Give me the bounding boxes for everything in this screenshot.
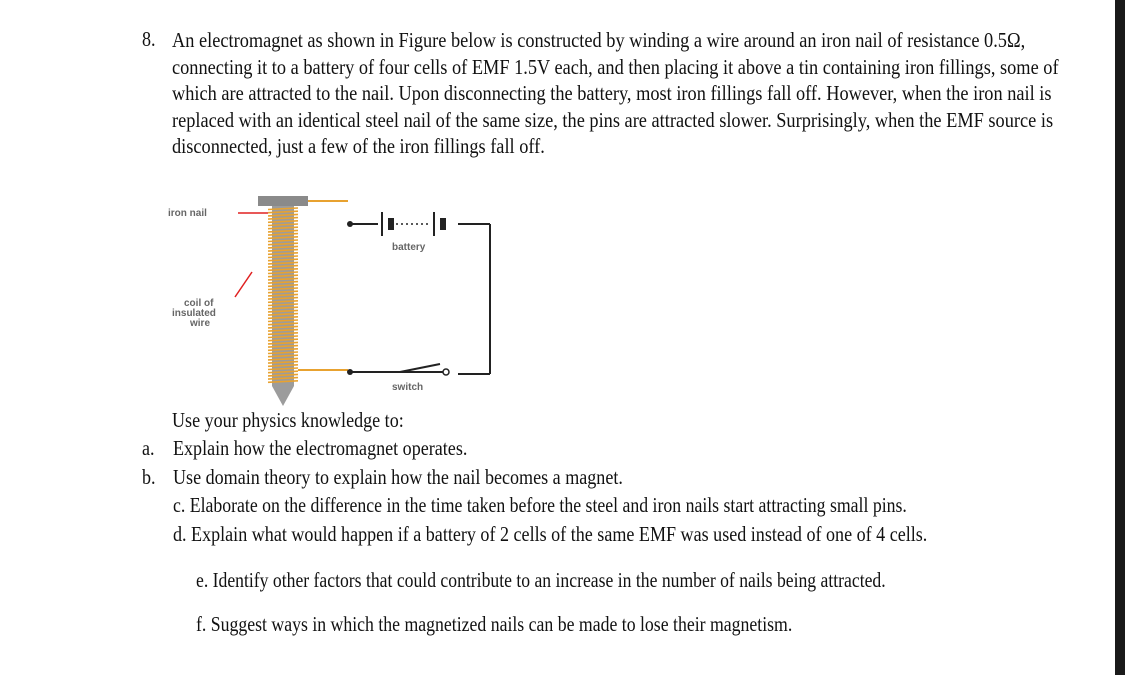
electromagnet-figure: [160, 192, 510, 407]
coil-of-wire: [268, 208, 298, 382]
switch-symbol: [347, 364, 449, 375]
part-e-text: e. Identify other factors that could contribute to an increase in the number of nails being attracted.: [196, 568, 886, 592]
part-d-text: d. Explain what would happen if a battery of 2 cells of the same EMF was used instead of one of 4 cells.: [173, 522, 928, 546]
battery-label: battery: [392, 242, 426, 253]
question-stem-text: An electromagnet as shown in Figure below is constructed by winding a wire around an iron nail of resistance 0.5Ω, connecting it to a battery of four cells of EMF 1.5V each, and then placing it above a tin containing iron fillings, some of which are attracted to the nail. Upon disconnecting the battery, most iron fillings fall off. However, when the iron nail is replaced with an identical steel nail of the same size, the pins are attracted slower. Surprisingly, when the EMF source is disconnected, just a few of the iron fillings fall off.: [172, 28, 1059, 158]
coil-label-line2: insulated: [172, 308, 216, 319]
part-b-text: Use domain theory to explain how the nail becomes a magnet.: [173, 465, 623, 489]
part-a-text: Explain how the electromagnet operates.: [173, 436, 468, 460]
part-c-text: c. Elaborate on the difference in the time taken before the steel and iron nails start attracting small pins.: [173, 493, 907, 517]
question-number: 8.: [142, 27, 156, 51]
part-b-label: b.: [142, 465, 156, 489]
instructions-intro: Use your physics knowledge to:: [172, 408, 404, 432]
coil-pointer: [235, 272, 252, 297]
coil-label-line3: wire: [190, 318, 211, 329]
part-f-text: f. Suggest ways in which the magnetized nails can be made to lose their magnetism.: [196, 612, 793, 636]
switch-label: switch: [392, 382, 424, 393]
iron-nail-label: iron nail: [168, 208, 207, 219]
right-edge-bar: [1115, 0, 1125, 675]
part-a-label: a.: [142, 436, 155, 460]
left-gutter: [0, 0, 130, 675]
question-stem: [172, 27, 1062, 160]
coil-label-line1: coil of: [184, 298, 214, 309]
